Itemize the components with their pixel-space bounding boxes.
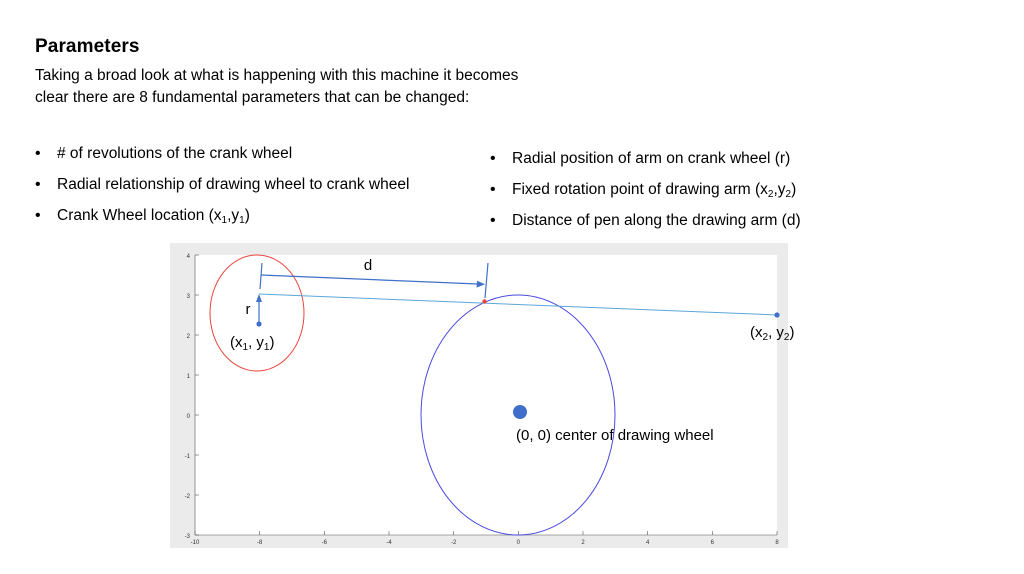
x-tick-label: -8 [257, 540, 263, 546]
x-tick-label: 8 [775, 540, 779, 546]
y-tick-label: -2 [184, 494, 190, 500]
crank-point-label: ($x_1$, $y_1$) [230, 334, 275, 353]
list-item: • Radial position of arm on crank wheel (r) [490, 148, 801, 179]
list-item: • Crank Wheel location $(x_1,y_1)$ [35, 205, 409, 236]
page-title: Parameters [35, 36, 140, 57]
list-item: • Radial relationship of drawing wheel to crank wheel [35, 174, 409, 205]
crank-point-marker [256, 321, 261, 326]
fixed-point-marker [774, 312, 779, 317]
list-item: • # of revolutions of the crank wheel [35, 143, 409, 174]
x-tick-label: 2 [581, 540, 585, 546]
r-label: r [245, 301, 251, 318]
y-tick-label: -3 [184, 534, 190, 540]
d-label: d [363, 257, 373, 274]
plot-area [195, 255, 777, 535]
drawing-wheel-center-marker [513, 405, 527, 419]
intro-paragraph: Taking a broad look at what is happening with this machine it becomes clear there are 8 fundamental parameters that can be changed: [35, 67, 519, 106]
x-tick-label: 0 [516, 540, 520, 546]
x-tick-label: -4 [386, 540, 392, 546]
mechanism-diagram [170, 243, 795, 548]
y-tick-label: 2 [186, 334, 190, 340]
x-tick-label: -2 [451, 540, 457, 546]
x-tick-label: -10 [190, 540, 200, 546]
y-tick-label: 0 [186, 414, 190, 420]
x-tick-label: 4 [646, 540, 650, 546]
y-tick-label: -1 [184, 454, 190, 460]
x-tick-label: -6 [321, 540, 327, 546]
x-tick-label: 6 [710, 540, 714, 546]
pen-marker [482, 299, 486, 303]
drawing-wheel-center-label: (0, 0) center of drawing wheel [516, 427, 714, 444]
y-tick-label: 3 [186, 294, 190, 300]
list-item: • Fixed rotation point of drawing arm $(x_2,y_2)$ [490, 179, 801, 210]
parameter-list-right [490, 148, 801, 241]
list-item: • Distance of pen along the drawing arm (d) [490, 210, 801, 241]
parameter-list-left [35, 143, 409, 236]
y-tick-label: 4 [186, 254, 190, 260]
fixed-point-label: ($x_2$, $y_2$) [750, 324, 795, 343]
y-tick-label: 1 [186, 374, 190, 380]
